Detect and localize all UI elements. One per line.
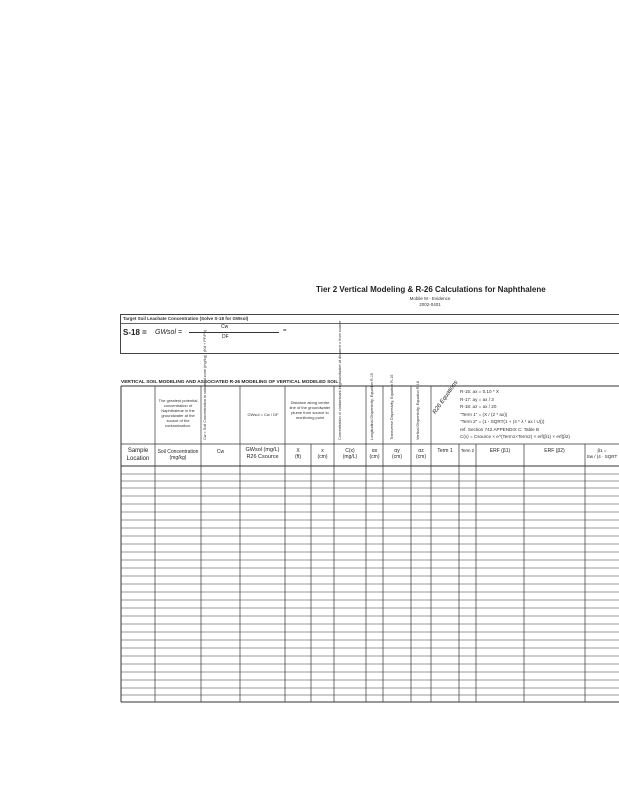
equation-r17: R-17: ay = ax / 3	[460, 396, 494, 402]
col-header-erf-b2: ERF (β2)	[544, 448, 565, 454]
greatest-concentration-note: The greatest potential concentration of Naphthalene in the groundwater at the source of the contamination.	[158, 398, 198, 428]
equation-term1: "Term 1" = (X / (2 * ax))	[460, 411, 508, 417]
fraction-numerator: Cw	[221, 324, 229, 330]
r26-equations-label: R26 Equations	[432, 379, 460, 416]
gwsol-equation-text: GWsol = Cw / DF	[247, 412, 279, 417]
equation-r18: R-18: az = ax / 20	[460, 404, 497, 409]
section-title: VERTICAL SOIL MODELING AND ASSOCIATED R-26 MODELING OF VERTICAL MODELED SOIL	[121, 380, 339, 385]
col-header-cw: Cw	[216, 449, 225, 455]
equation-cx: C(x) = Csource × e^(Term1×Term2) × erf(β1) × erf(β2)	[460, 434, 570, 439]
col-header-x-ft: X (ft)	[294, 448, 302, 460]
vertical-dispersivity-text: Vertical Dispersivity, Equation R-18	[416, 380, 420, 440]
col-header-cx: C(x) (mg/L)	[342, 448, 358, 460]
col-header-term2: Term 2	[460, 448, 475, 453]
col-header-term1: Term 1	[437, 448, 453, 454]
longitudinal-dispersivity-text: Longitudinal Dispersivity, Equation R-15	[370, 372, 374, 440]
col-header-gwsol: GWsol (mg/L) R26 Csource	[245, 447, 280, 460]
col-header-alpha-y: αy (cm)	[392, 448, 402, 460]
subtitle-line-1: Mobile M - Evidence	[409, 296, 451, 301]
gwsol-label: GWsol =	[155, 329, 183, 336]
equation-list	[460, 388, 619, 441]
concentration-at-x-text: Concentration of contaminant in groundwater at distance x from source	[338, 320, 342, 440]
fraction-denominator: DF	[222, 334, 229, 340]
equals-sign: =	[283, 328, 287, 334]
transverse-dispersivity-text: Transverse Dispersivity, Equation R-16	[390, 374, 394, 440]
col-header-sample-location: Sample Location	[126, 448, 150, 462]
equation-term2: "Term 2" = (1 - SQRT(1 + (4 * λ * ax / U)))	[460, 419, 545, 424]
distance-note: Distance along centre line of the groundwater plume from source to monitoring point	[289, 400, 331, 420]
col-header-alpha-x: αx (cm)	[369, 448, 380, 460]
equation-r15: R-15: ax = 0.10 * X	[460, 389, 499, 394]
s18-label: S-18 =	[123, 328, 147, 337]
col-header-soil-concentration: Soil Concentration (mg/kg)	[157, 449, 199, 461]
col-header-erf-b1: ERF (β1)	[489, 448, 511, 454]
col-header-x-cm: x (cm)	[317, 448, 328, 460]
equation-reference: ref. Section 742.APPENDIX C: Table B	[460, 426, 540, 432]
col-header-beta1: β1 = Sw / (4 · SQRT	[586, 448, 618, 459]
col-header-alpha-z: αz (cm)	[416, 448, 426, 460]
subtitle-line-2: 2002-0401	[419, 302, 441, 307]
cw-definition-text: Cw = Soil Concentration in saturated zone (mg/kg) / (Kd + PF/Pb)	[203, 329, 207, 440]
page-title: Tier 2 Vertical Modeling & R-26 Calculations for Naphthalene	[316, 285, 546, 294]
target-header: Target Soil Leachate Concentration (Solve S-18 for GWsol)	[123, 316, 249, 321]
